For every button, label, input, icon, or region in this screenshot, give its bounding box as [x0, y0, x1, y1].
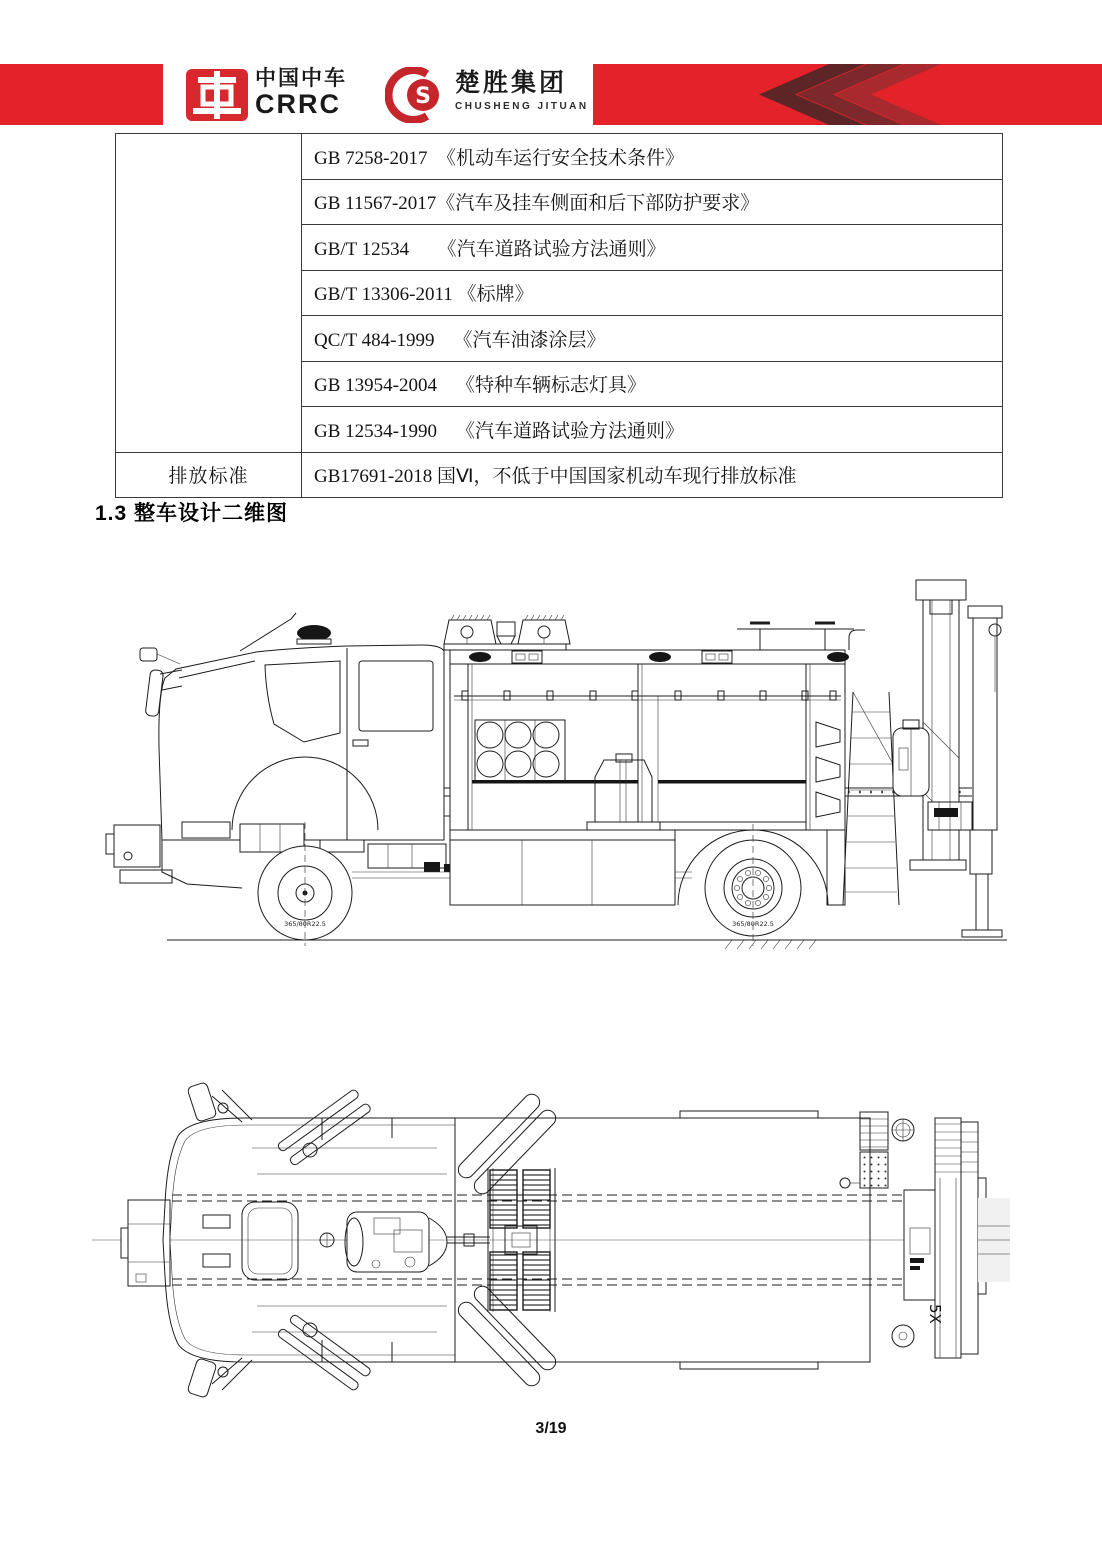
page-number: 3/19: [535, 1420, 567, 1437]
header-red-band-right: [593, 64, 1102, 125]
standard-cell: GB17691-2018 国Ⅵ，不低于中国国家机动车现行排放标准: [302, 452, 1003, 498]
ground-line: [167, 940, 1007, 949]
rear-wheel: [705, 824, 801, 946]
standard-cell: GB/T 13306-2011 《标牌》: [302, 270, 1003, 316]
rear-module-top: [840, 1112, 1010, 1358]
standard-cell: QC/T 484-1999 《汽车油漆涂层》: [302, 316, 1003, 362]
vehicle-top-view-drawing: [92, 1078, 1012, 1408]
crrc-name-cn: 中国中车: [255, 67, 347, 90]
standard-cell: GB 13954-2004 《特种车辆标志灯具》: [302, 361, 1003, 407]
crrc-name-en: CRRC: [255, 89, 341, 119]
standard-cell: GB 11567-2017《汽车及挂车侧面和后下部防护要求》: [302, 179, 1003, 225]
svg-text:S: S: [415, 84, 431, 109]
category-cell-merged: [116, 134, 302, 453]
engine-transmission: [345, 1212, 490, 1272]
roof-handrail: [737, 623, 865, 650]
tire-size-label: 365/80R22.5: [284, 920, 326, 928]
vehicle-side-view-drawing: [92, 572, 1012, 972]
expansion-tank: [893, 720, 929, 796]
chusheng-name-cn: 楚胜集团: [455, 69, 568, 97]
rear-marking-label: 5X: [926, 1304, 944, 1324]
rear-crane-module: [843, 580, 1002, 937]
hydraulic-unit: [928, 802, 972, 830]
table-row: [116, 134, 1003, 180]
crrc-logo-icon: [185, 68, 249, 122]
standard-cell: GB/T 12534 《汽车道路试验方法通则》: [302, 225, 1003, 271]
chusheng-name-en: CHUSHENG JITUAN: [455, 101, 589, 112]
section-heading: 1.3 整车设计二维图: [95, 502, 289, 525]
siren-speaker: [497, 622, 515, 644]
rear-ladder: [843, 692, 899, 905]
chevron-decoration: [593, 64, 1102, 125]
standard-cell: GB 7258-2017 《机动车运行安全技术条件》: [302, 134, 1003, 180]
header-logo-area: [163, 64, 593, 125]
table-row: [116, 452, 1003, 498]
header-red-band-left: [0, 64, 163, 125]
chusheng-logo-icon: [385, 67, 451, 123]
roof-light-bar: [444, 615, 570, 650]
front-winch-box: [121, 1200, 170, 1286]
emission-label-cell: 排放标准: [116, 452, 302, 498]
rear-spotlight: [892, 1119, 914, 1141]
antenna: [240, 613, 296, 651]
tread-plate: [860, 1152, 888, 1188]
outrigger-leg: [962, 830, 1002, 937]
roof-hatch: [242, 1202, 298, 1280]
tire-size-label: 365/80R22.5: [732, 920, 774, 928]
standards-table: [115, 133, 1003, 498]
standard-cell: GB 12534-1990 《汽车道路试验方法通则》: [302, 407, 1003, 453]
